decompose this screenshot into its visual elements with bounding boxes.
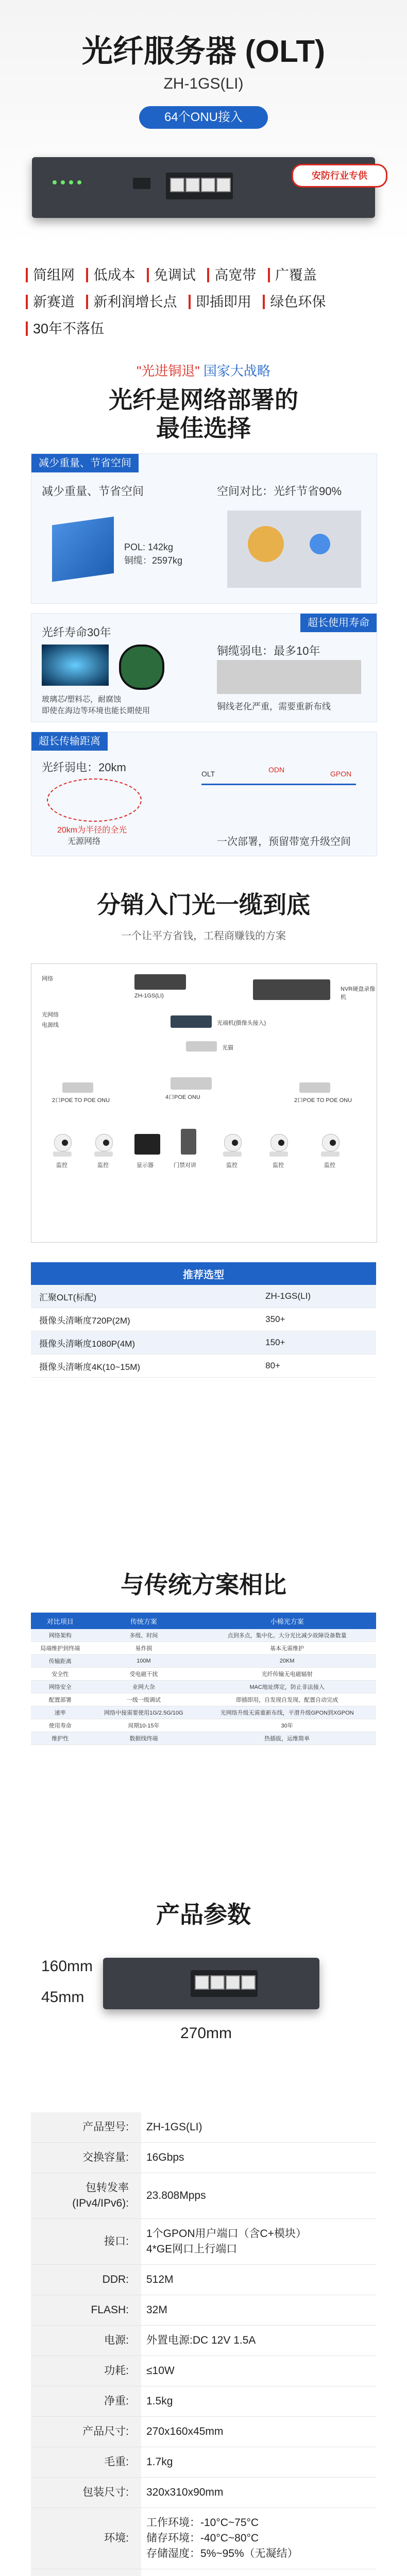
diagram-label: ZH-1GS(LI) [134, 993, 164, 999]
feature-item: 绿色环保 [263, 295, 326, 309]
product-dimension-image [103, 1958, 319, 2009]
nvr-box [253, 979, 330, 1000]
cable-compare-image [227, 511, 361, 588]
upgrade-note: 一次部署，预留带宽升级空间 [217, 836, 351, 848]
table-row: 网络架构 多级、时间 点到多点，集中化。大分光比减少故障设备数量 [31, 1629, 376, 1642]
feature-item: 即插即用 [189, 295, 251, 309]
odn-label: ODN [268, 766, 285, 774]
spec-key: FLASH: [31, 2295, 141, 2326]
spec-value: 23.808Mpps [141, 2173, 376, 2219]
spec-key: 电源: [31, 2326, 141, 2356]
olt-box [134, 974, 186, 990]
spec-row [31, 2173, 376, 2219]
diagram-label: 监控 [273, 1162, 284, 1168]
fiber-title-line1: 光纤是网络部署的 [109, 386, 298, 413]
spec-value [141, 2569, 376, 2576]
spec-key: 接口: [31, 2219, 141, 2265]
door-intercom-icon [181, 1129, 196, 1155]
diagram-label: 门禁对讲 [174, 1162, 196, 1168]
spec-row [31, 2417, 376, 2447]
distance-graphic [47, 778, 142, 822]
spec-value: 270x160x45mm [141, 2417, 376, 2447]
ethernet-ports [166, 173, 233, 199]
feature-item: 高宽带 [207, 268, 256, 282]
card-heading: 光纤寿命30年 [42, 626, 111, 639]
table-row: 摄像头清晰度720P(2M) 350+ [31, 1308, 376, 1331]
diagram-label: 电源线 [42, 1022, 59, 1028]
distance-text: 光纤弱电：20km [42, 761, 126, 774]
height-dimension: 160mm [41, 1958, 93, 1975]
spec-key: 环境: [31, 2508, 141, 2569]
diagram-title: 分销入门光一缆到底 [97, 891, 310, 918]
spec-key: 净重: [31, 2386, 141, 2417]
table-row: 汇聚OLT(标配) ZH-1GS(LI) [31, 1285, 376, 1308]
distance-note: 20km为半径的全光 [57, 826, 127, 835]
camera-icon [320, 1134, 341, 1158]
spec-value: 1.7kg [141, 2447, 376, 2478]
distance-note-2: 无源网络 [67, 837, 101, 846]
copper-lifespan: 铜缆弱电：最多10年 [217, 645, 320, 657]
onu-box [186, 1041, 217, 1052]
spec-value: 320x310x90mm [141, 2478, 376, 2508]
table-row: 安全性 受电磁干扰 光纤传输无电磁辐射 [31, 1668, 376, 1681]
diagram-label: 光网络 [42, 1012, 59, 1018]
diagram-label: 2口POE TO POE ONU [52, 1097, 110, 1104]
card-heading: 减少重量、节省空间 [42, 485, 144, 498]
diagram-label: 网络 [42, 976, 53, 982]
depth-dimension: 45mm [41, 1989, 84, 2006]
pol-weight: POL: 142kg [124, 542, 174, 552]
width-dimension: 270mm [180, 2025, 232, 2042]
feature-item: 新利润增长点 [86, 295, 177, 309]
strategy-subtitle: "光进铜退" 国家大战略 [137, 363, 270, 379]
monitor-icon [134, 1134, 160, 1155]
diagram-label: 监控 [97, 1162, 109, 1168]
card-distance [31, 732, 377, 856]
recommend-table [31, 1262, 376, 1378]
model-number: ZH-1GS(LI) [163, 75, 244, 92]
copper-aging-note: 铜线老化严重，需要重新布线 [217, 702, 331, 711]
compare-title: 与传统方案相比 [121, 1571, 286, 1598]
cube-image [52, 517, 114, 582]
camera-icon [268, 1134, 289, 1158]
media-converter-box [171, 1015, 212, 1028]
diagram-label: 监控 [56, 1162, 67, 1168]
onu-box [171, 1077, 212, 1090]
copper-weight: 铜缆：2597kg [124, 555, 183, 566]
spec-value: ZH-1GS(LI) [141, 2112, 376, 2143]
table-row: 网络安全 业网大杂 MAC地址绑定，防止非法接入 [31, 1681, 376, 1693]
camera-icon [222, 1134, 243, 1158]
hero-section [0, 0, 407, 247]
camera-icon [93, 1134, 114, 1158]
spec-row [31, 2478, 376, 2508]
table-row: 配置部署 一级一级调试 即插即用，自发现自发现、配置自动完成 [31, 1693, 376, 1706]
compare-table: 对比项目 传统方案 小棉光方案 网络架构 多级、时间 点到多点，集中化。大分光比减少故障设备数量 局端维护到终端 易炸损 基本无需维护 传输距离 100M 20KM 安全性 受电磁干扰 光纤传输无电磁辐射 网络安全 业网大杂 MAC地址绑定，防止非法接入 配置部署 一级一级调试 即插即用，自发现自发现、配置自动完成 速率 网络中接需要使用1G/2.5G/10G 光网络升级无需重新布线，平滑升级GPON到XGPON 使用寿命 周期10-15年 30年 维护性 数据线终端 热插拔，运维简单 [31, 1613, 376, 1745]
page-title: 光纤服务器 (OLT) [81, 34, 326, 69]
spec-key: 包转发率 (IPv4/IPv6): [31, 2173, 141, 2219]
spec-key: 产品型号: [31, 2112, 141, 2143]
fiber-title-line2: 最佳选择 [156, 415, 251, 442]
table-row: 摄像头清晰度4K(10~15M) 80+ [31, 1354, 376, 1378]
spec-row [31, 2569, 376, 2576]
spec-key: 包装尺寸: [31, 2478, 141, 2508]
diagram-label: 2口POE TO POE ONU [294, 1097, 352, 1104]
diagram-subtitle: 一个让平方省钱，工程商赚钱的方案 [121, 930, 286, 942]
spec-value: 1个GPON用户端口（含C+模块） 4*GE网口上行端口 [141, 2219, 376, 2265]
spec-row [31, 2508, 376, 2569]
table-row: 摄像头清晰度1080P(4M) 150+ [31, 1331, 376, 1354]
spec-value: ≤10W [141, 2356, 376, 2386]
material-note: 玻璃芯/塑料芯，耐腐蚀 [42, 695, 122, 704]
diagram-label: NVR硬盘录像机 [341, 986, 376, 1001]
spec-row [31, 2326, 376, 2356]
spec-value: 1.5kg [141, 2386, 376, 2417]
feature-item: 免调试 [147, 268, 196, 282]
spec-row [31, 2447, 376, 2478]
spec-key: 毛重: [31, 2447, 141, 2478]
spec-value: 32M [141, 2295, 376, 2326]
card-tag: 超长传输距离 [31, 732, 108, 751]
network-diagram [31, 963, 377, 1243]
recommend-title: 推荐选型 [31, 1262, 376, 1285]
diagram-label: 光猫 [222, 1045, 233, 1051]
spec-row [31, 2219, 376, 2265]
industry-ribbon: 安防行业专供 [292, 164, 387, 188]
table-row: 维护性 数据线终端 热插拔，运维简单 [31, 1732, 376, 1745]
onu-badge: 64个ONU接入 [139, 106, 268, 129]
spec-value: 16Gbps [141, 2143, 376, 2173]
diagram-label: 监控 [226, 1162, 238, 1168]
spec-value: 工作环境：-10°C~75°C 储存环境：-40°C~80°C 存储湿度：5%~95%（无凝结） [141, 2508, 376, 2569]
feature-item: 低成本 [86, 268, 135, 282]
gpon-label: GPON [330, 770, 352, 778]
table-row: 速率 网络中接需要使用1G/2.5G/10G 光网络升级无需重新布线，平滑升级GPON到XGPON [31, 1706, 376, 1719]
spec-value: 512M [141, 2265, 376, 2295]
status-leds [53, 178, 114, 193]
copper-aging-image [217, 660, 361, 694]
sfp-port [133, 178, 150, 189]
onu-box [62, 1082, 93, 1093]
onu-box [299, 1082, 330, 1093]
feature-item: 广覆盖 [268, 268, 317, 282]
spec-row [31, 2112, 376, 2143]
params-title: 产品参数 [156, 1901, 251, 1928]
feature-item: 30年不落伍 [26, 321, 104, 336]
card-tag: 减少重量、节省空间 [31, 454, 139, 472]
fiber-image [42, 645, 109, 686]
camera-icon [52, 1134, 73, 1158]
spec-row [31, 2386, 376, 2417]
spec-key: DDR: [31, 2265, 141, 2295]
card-weight [31, 453, 377, 604]
spec-row [31, 2265, 376, 2295]
table-row: 传输距离 100M 20KM [31, 1655, 376, 1668]
topology-graphic [201, 784, 356, 816]
diagram-label: 监控 [324, 1162, 335, 1168]
spec-key: 功耗: [31, 2356, 141, 2386]
diagram-label: 光端机(摄像头接入) [217, 1020, 266, 1026]
spec-table [31, 2112, 376, 2576]
spec-row [31, 2143, 376, 2173]
cable-cross-section [119, 645, 164, 690]
spec-key: 产品尺寸: [31, 2417, 141, 2447]
feature-item: 新赛道 [26, 295, 75, 309]
spec-key: 交换容量: [31, 2143, 141, 2173]
diagram-label: 4口POE ONU [165, 1094, 200, 1100]
table-row: 局端维护到终端 易炸损 基本无需维护 [31, 1642, 376, 1655]
spec-key [31, 2569, 141, 2576]
spec-row [31, 2295, 376, 2326]
card-tag: 超长使用寿命 [300, 614, 377, 632]
feature-list [26, 268, 386, 348]
table-row: 使用寿命 周期10-15年 30年 [31, 1719, 376, 1732]
material-note-2: 即使在海边等环境也能长期使用 [42, 706, 150, 715]
diagram-label: 显示器 [137, 1162, 154, 1168]
spec-row [31, 2356, 376, 2386]
spec-value: 外置电源:DC 12V 1.5A [141, 2326, 376, 2356]
card-lifespan [31, 613, 377, 722]
olt-label: OLT [201, 770, 215, 778]
feature-item: 简组网 [26, 268, 75, 282]
space-compare: 空间对比：光纤节省90% [217, 485, 342, 498]
